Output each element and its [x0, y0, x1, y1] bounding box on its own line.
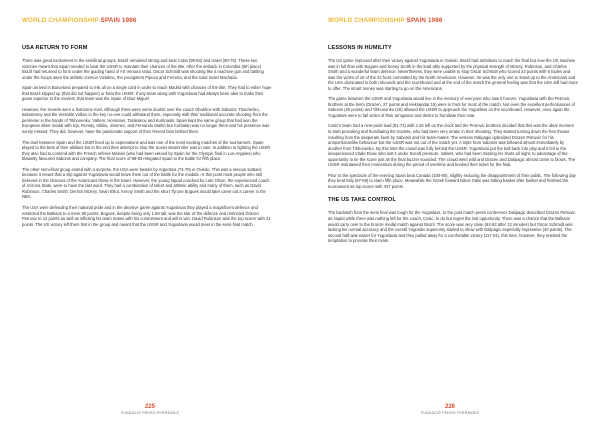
page-number: 225: [144, 404, 155, 410]
section-heading: USA RETURN TO FORM: [22, 45, 88, 51]
page-footer: [300, 404, 600, 416]
running-head-title: WORLD CHAMPIONSHIP: [328, 17, 407, 24]
paragraph: There was great excitement in the semifinal groups. Brazil remained strong and beat Cuba (99-83) and Israel (90-75). These two victories meant that Spain needed to beat the USSR to maintain their chances of the title. After the setback in Colombia (6th place) Brazil had returned to form under the guiding hand of Art Ventura Valui. Oscar Schmidt was shooting like a machine gun and battling under the hoops were the athletic Gerson Victalino, the youngsters Pipoca and Ferreira, and the solid Israel Machado.: [22, 58, 264, 80]
foundation-credit: FUNDACIÓ PEDRO FERRÁNDIZ: [120, 411, 180, 415]
paragraph: However, the Soviets were a fearsome rival. Although there were some doubts over the coach Obukhov with Sabonis, Tkachenko, Belostenny and the versatile Volkov in the key no-one could withstand them, especially with their traditional accurate shooting from the perimeter in the hands of Tikhonenko, Valters, Homiciius, Tarakanov and Kurtinaitis. Spain kept the same group that had won the European silver medal with Epi, Romay, Sibilio, Jimenez, and Fernando Martin but Corbalan was no longer there and his presence was sorely missed. They did, however, have the passionate support of their fervent fans behind them.: [22, 106, 270, 135]
paragraph: The other semi-final group ended with a surprise, the USA were beaten by Argentina (74-70) in Oviedo. This was a serious setback because it meant that a slip against Yugoslavia would leave them out of the battle for the medals. At this point most people who still believed in the chances of the Americans threw in the towel. However, the young squad coached by Lute Olson, the experienced coach of Arizona State, were to have the last word. They had a combination of talent and athletic ability and many of them, such as David Robinson, Charles Smith, Derrick McKey, Sean Elliot, Kenny Smith and the short Tyrone Bogues would later carve out a career in the NBA.: [22, 166, 270, 200]
paragraph: Cosic's team had a nine-point lead (81-72) with 2.25 left on the clock and the Petrovic brothers decided that this was the ideal moment to start provoking and humiliating the Soviets, who had been very erratic in their shooting. They started turning down the free throws resulting from the desperate fouls by Sabonis and his team-mates. The veteran Dalipagic upbraided Drazen Petrovic for his unsportsmanlike behaviour but the USSR was not out of the match yet. A triple from Sabonis was followed almost immediately by another from Tikhonenko. By this time the crowd was fully behind the USSR. Yugoslavia put the ball back into play and it fell to the inexperienced Vlade Divac who lost it under Sverdl pressure. Valters, who had been missing his shots all night, to advantage of the opportunity to tie the score just as the final buzzer sounded. The crowd went wild and Drazen and Dalipagic almost came to blows. The USSR maintained their momentum during the period of overtime and booked their ticket for the final.: [328, 123, 576, 168]
paragraph: Spain arrived in Barcelona prepared to risk all on a single card in order to reach Madrid with chances of the title. They had to either hope that Brazil slipped up (that did not happen) or beat the USSR. If any team along with Yugoslavia had always been able to make their game superior to the Soviets, that team was the Spain of Diaz Miguel.: [22, 85, 272, 102]
foundation-credit: FUNDACIÓ PEDRO FERRÁNDIZ: [420, 411, 480, 415]
paragraph: The backlash from the semi final was tough for the Yugoslavs. In the post match press conference Dalipagic described Drazen Petrovic as stupid while there was nothing left for the coach, Cosic, to do but regret the lost opportunity. There was a chance that the Balkans would carry over to the bronze medal match against Brazil. The score was very close (92-92 after 12 minutes) but Oscar Schmidt was lacking his normal accuracy and the overall Yugoslav superiority started to show with Dalipagic especially impressive (30 points). The second half was easier for Yugoslavia and they pulled away for a comfortable victory (117-91), this time, however, they resisted the temptation to provoke their rivals.: [328, 210, 576, 244]
running-head: [22, 17, 137, 25]
paragraph: The US game improved after their victory against Yugoslavia in Oviedo. Brazil had ambitions to reach the final but now the US machine was in full flow with Bogues and Kenny Smith in the lead ably supported by the physical strength of McKey, Robinson, and Charles Smith and a wonderful team defence. Nevertheless, they were unable to stop Oscar Schmidt who scored 43 points with 5 triples and was the victim of 15 of the 22 fouls committed by the North Americans. However, he was the only one to stand up to the Americans and the USA dominated in both rebounds and the scoreboard and at the end of the match the general feeling was that the USA still had more to offer. The smart money was starting to go on the Americans.: [328, 58, 578, 91]
paragraph: The USA were defending their national pride and in the decisive game against Yugoslavia they played a magnificent defence and restricted the Balkans to a mere 60 points. Bogues, despite being only 1.59 tall, was the star of the defence and restricted Drazen Petrovic to 12 points as well as inflicting his team mates with his commitment and will to win. David Robinson was the top scorer with 21 points. The US victory left them first in the group and meant that the USSR and Yugoslavia would meet in the semi-final match.: [22, 205, 271, 227]
section-heading: THE US TAKE CONTROL: [328, 197, 396, 204]
left-article: [22, 45, 272, 232]
running-head-subtitle: SPAIN 1986: [100, 17, 137, 24]
right-article: [328, 45, 578, 249]
running-head: [328, 17, 443, 25]
running-head-title: WORLD CHAMPIONSHIP: [22, 17, 101, 24]
paragraph: Prior to the spectacle of the evening Spain beat Canada (100-80), slightly reducing the disappointment of their public. The following day they beat Italy (87-69) to claim fifth place. Meanwhile the Greek forward Nikos Galis was hitting basket after basket and finished the tournament as top scorer with 337 points.: [328, 172, 576, 189]
page-number: 226: [444, 404, 455, 410]
page-footer: [0, 404, 300, 416]
running-head-subtitle: SPAIN 1986: [406, 17, 443, 24]
paragraph: The duel between Spain and the USSR lived up to expectations and was one of the most exciting matches of the tournament. Spain played to the best of their abilities but in the end their attempt to stop the Soviet steamroller was in vain. In addition to fighting the USSR they also had to contend with the French referee Mainini (who had been vetoed by Spain for the Olympic final in Los Angeles) who blatantly favoured Sabonis and company. The final score of 88-83 relegated Spain to the battle for fifth place.: [22, 139, 271, 162]
paragraph: The game between the USSR and Yugoslavia would live in the memory of everyone who saw it forever. Yugoslavia with the Petrovic brothers at the helm (Drazen, 27 points and Aleksandar 15) were in front for most of the match. Not even the excellent performances of Sabonis (25 points) and Tikhonenko (20) allowed the USSR to approach the Yugoslavs on the scoreboard. However, once again the Yugoslavs were to fall victim of their arrogance and desire to humiliate their rival.: [328, 96, 575, 118]
section-heading: LESSONS IN HUMILITY: [328, 45, 392, 51]
right-page: [300, 0, 600, 424]
